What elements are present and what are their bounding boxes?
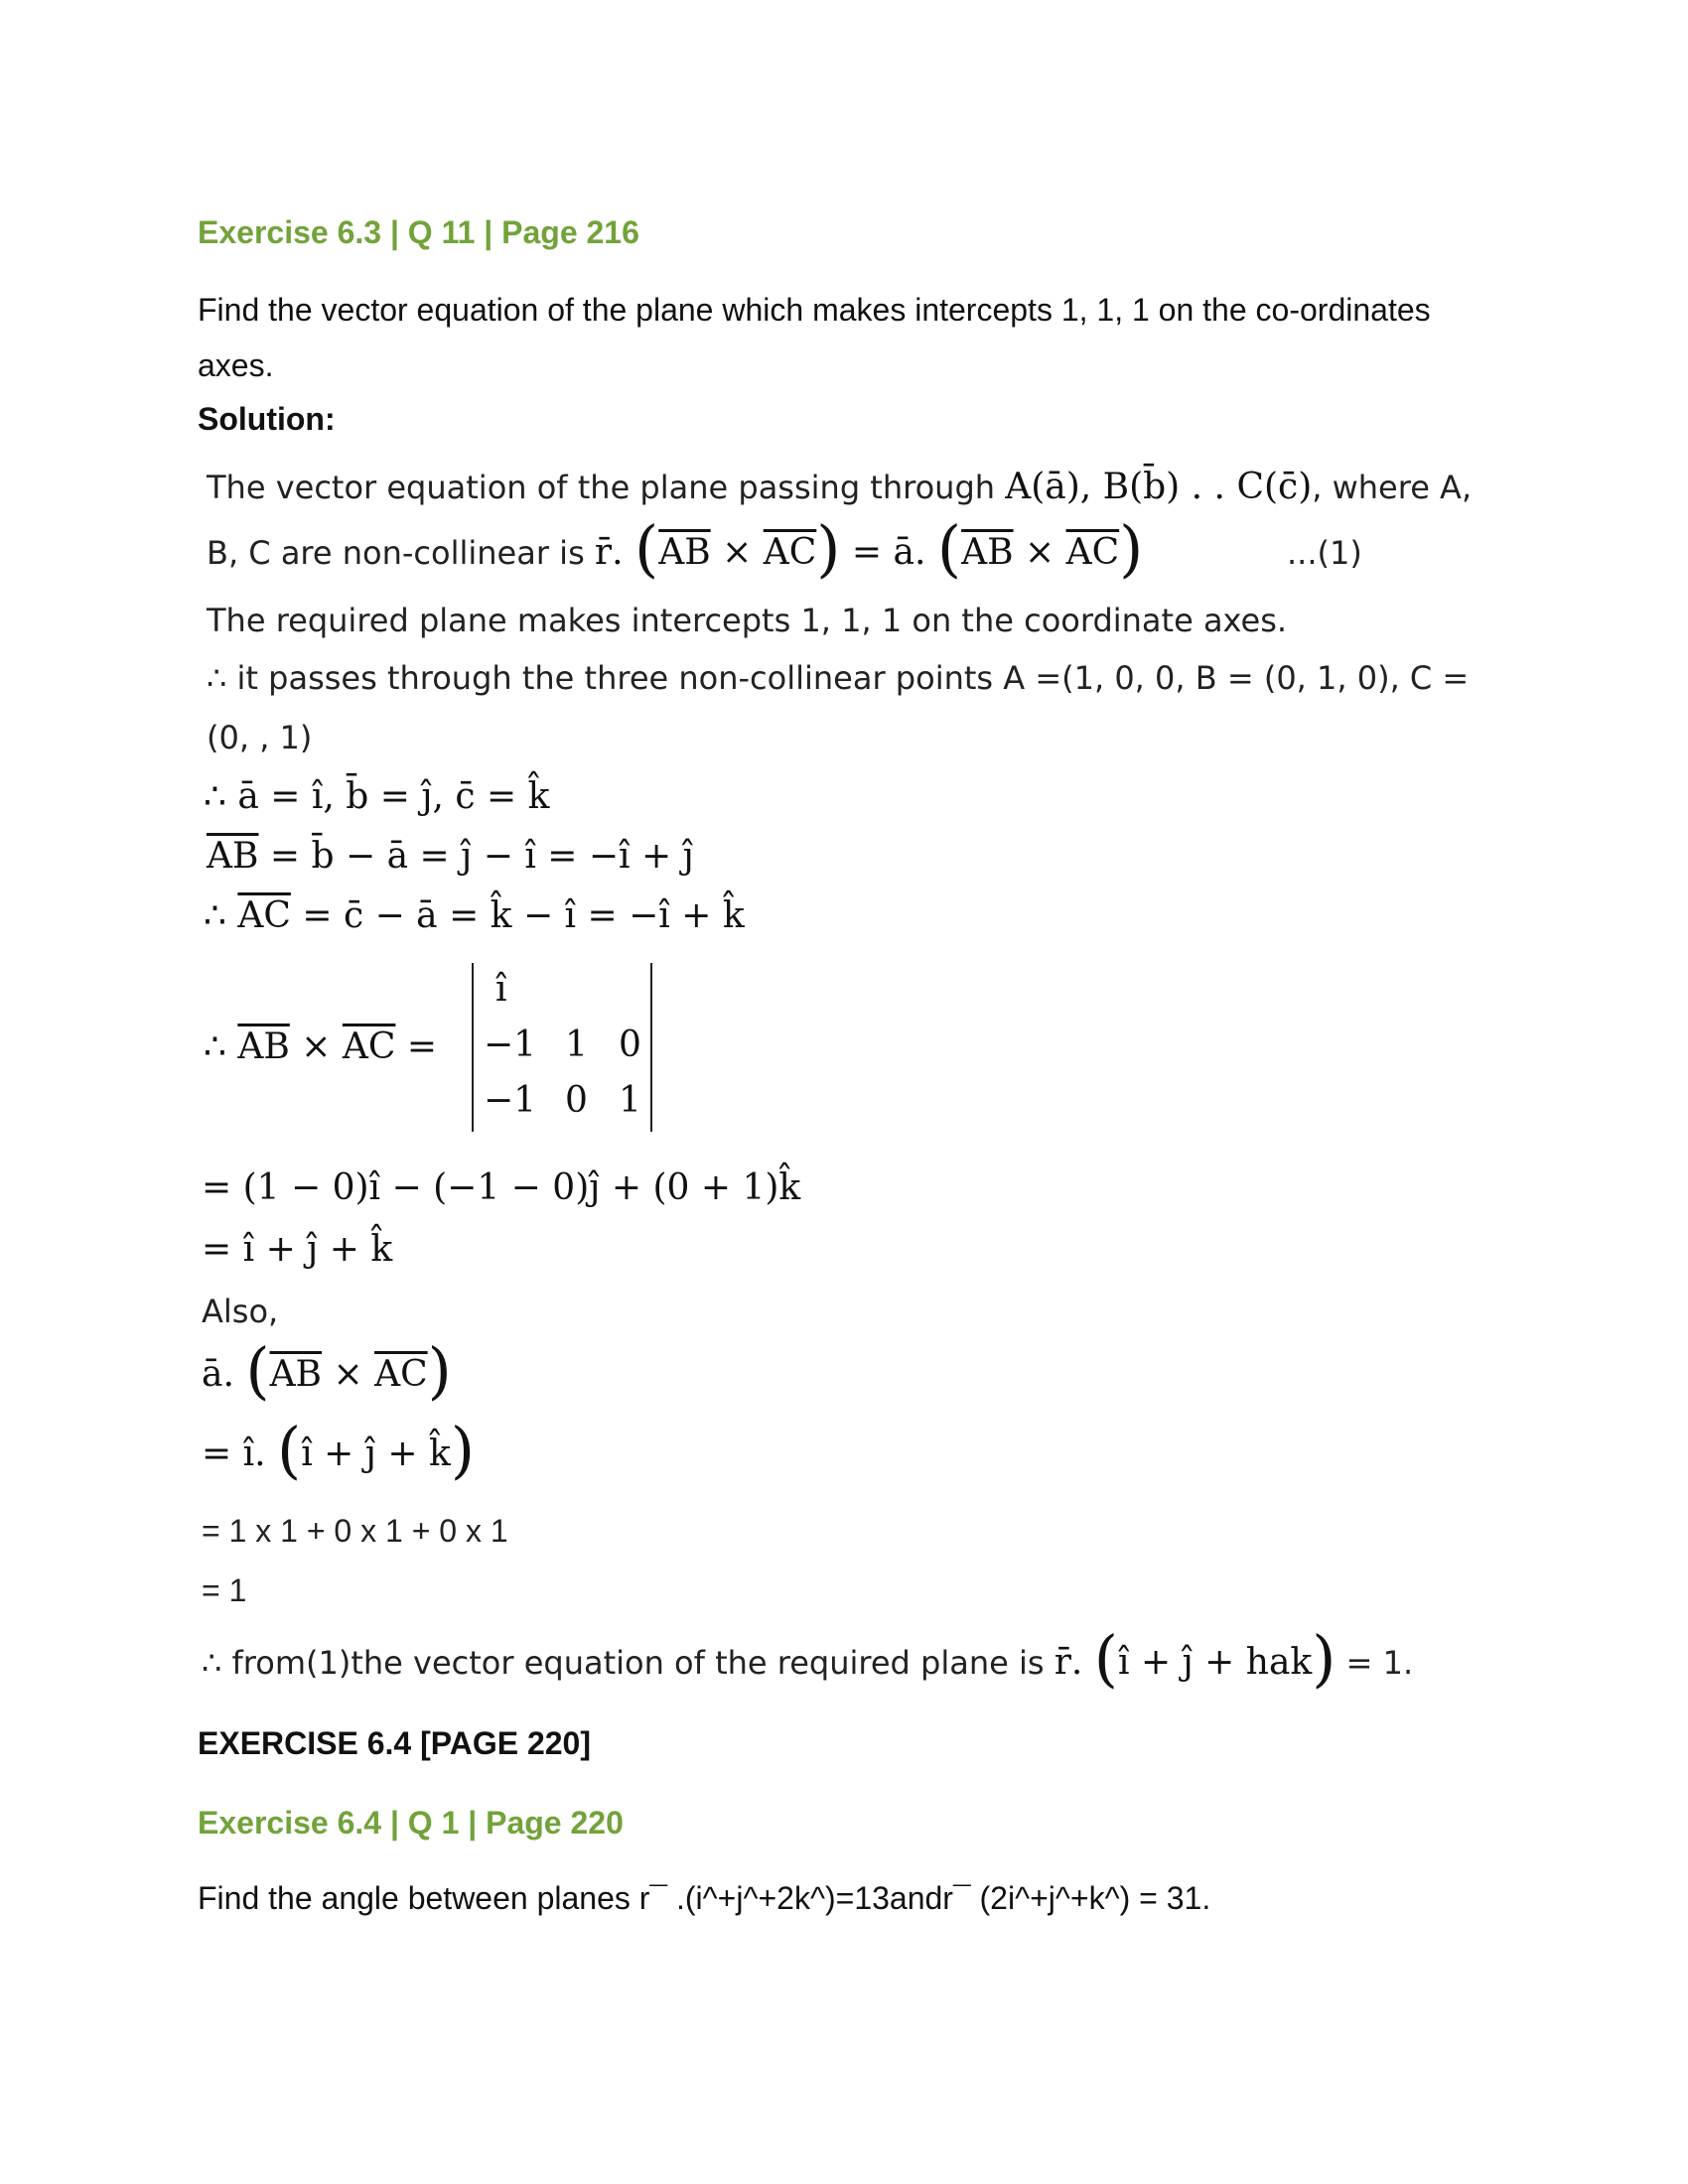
question-text-2: Find the angle between planes r¯ .(i^+j^+2k^)=13andr¯ (2i^+j^+k^) = 31. — [198, 1880, 1211, 1916]
vector-ac: $\overline{AC}$ — [342, 1026, 396, 1067]
section-heading: EXERCISE 6.4 [PAGE 220] — [198, 1725, 591, 1761]
expansion-line: = (1 − 0)î − (−1 − 0)ĵ + (0 + 1)k̂ — [202, 1167, 801, 1208]
dot-product-calc: = 1 x 1 + 0 x 1 + 0 x 1 — [202, 1513, 508, 1549]
math-line-abc: ∴ ā = î, b̄ = ĵ, c̄ = k̂ — [204, 776, 550, 817]
question-text-cont: axes. — [198, 347, 274, 383]
solution-line-4: ∴ it passes through the three non-collinear points A =(1, 0, 0, B = (0, 1, 0), C = — [207, 659, 1470, 697]
solution-line-3: The required plane makes intercepts 1, 1, 1 on the coordinate axes. — [207, 602, 1288, 639]
solution-line-5: (0, , 1) — [207, 719, 313, 756]
points-math: A(ā), B(b̄) . . C(c̄) — [1005, 467, 1313, 507]
result-line: = î + ĵ + k̂ — [202, 1229, 393, 1270]
vector-ab: $\overline{AB}$ — [658, 532, 711, 573]
equation-ref: ...(1) — [1287, 534, 1362, 572]
equals-a-dot: = ā. — [840, 532, 937, 573]
final-equation: ∴ from(1)the vector equation of the required plane is r̄. (î + ĵ + hak) = 1. — [202, 1622, 1414, 1695]
vector-ab: $\overline{AB}$ — [961, 532, 1014, 573]
solution-text-tail: , where A, — [1312, 469, 1473, 506]
i-dot: = î. — [202, 1433, 278, 1474]
cross-sign: × — [289, 1026, 343, 1067]
r-vector: r̄. — [594, 532, 635, 573]
exercise-heading: Exercise 6.3 | Q 11 | Page 216 — [198, 214, 639, 250]
final-vector: î + ĵ + hak — [1118, 1642, 1313, 1683]
therefore-symbol: ∴ — [204, 895, 238, 936]
solution-label: Solution: — [198, 401, 336, 437]
vector-ab: $\overline{AB}$ — [269, 1354, 323, 1395]
also-label: Also, — [202, 1293, 279, 1330]
math-line-ac — [204, 895, 745, 936]
ac-expression: = c̄ − ā = k̂ − î = −î + k̂ — [290, 895, 745, 936]
dot-product-substituted: = î. (î + ĵ + k̂) — [202, 1414, 476, 1486]
det-r3c1: −1 — [484, 1080, 537, 1121]
vector-ac: $\overline{AC}$ — [374, 1354, 428, 1395]
cross-product-label — [204, 1026, 437, 1067]
sum-vector: î + ĵ + k̂ — [301, 1433, 451, 1474]
det-r3c2: 0 — [565, 1080, 588, 1121]
final-text: ∴ from(1)the vector equation of the required plane is — [202, 1644, 1055, 1682]
cross-sign: × — [710, 532, 764, 573]
det-r3c3: 1 — [619, 1080, 641, 1121]
solution-line-1 — [207, 467, 1472, 507]
dot-product-result: = 1 — [202, 1572, 247, 1608]
exercise-heading-2: Exercise 6.4 | Q 1 | Page 220 — [198, 1805, 624, 1841]
vector-ac: $\overline{AC}$ — [763, 532, 817, 573]
det-r1c1: î — [495, 969, 507, 1010]
cross-sign: × — [322, 1354, 375, 1395]
question-text: Find the vector equation of the plane which makes intercepts 1, 1, 1 on the co-ordinates — [198, 292, 1431, 328]
dot-product-line: ā. $(\overline{AB} \times \overline{AC})$ — [202, 1334, 452, 1407]
vector-ab: $\overline{AB}$ — [207, 836, 259, 877]
vector-ab: $\overline{AB}$ — [237, 1026, 290, 1067]
det-r2c3: 0 — [619, 1024, 641, 1065]
vector-ac: $\overline{AC}$ — [237, 895, 291, 936]
determinant-matrix — [472, 963, 652, 1132]
solution-line-2: B, C are non-collinear is r̄. $(\overline{AB} \times \overline{AC})$ = ā. $(\overline{AB} \times \overline{AC})$ — [207, 512, 1144, 585]
solution-text: The vector equation of the plane passing through — [207, 469, 1006, 506]
solution-text: B, C are non-collinear is — [207, 534, 595, 572]
det-r2c1: −1 — [484, 1024, 537, 1065]
a-dot: ā. — [202, 1354, 246, 1395]
math-line-ab — [207, 836, 694, 877]
ab-expression: = b̄ − ā = ĵ − î = −î + ĵ — [258, 836, 694, 877]
final-tail: = 1. — [1336, 1644, 1414, 1682]
vector-ac: $\overline{AC}$ — [1065, 532, 1120, 573]
det-r2c2: 1 — [565, 1024, 588, 1065]
therefore-symbol: ∴ — [204, 1026, 238, 1067]
r-vector: r̄. — [1054, 1642, 1094, 1683]
equals-sign: = — [395, 1026, 438, 1067]
cross-sign: × — [1013, 532, 1066, 573]
